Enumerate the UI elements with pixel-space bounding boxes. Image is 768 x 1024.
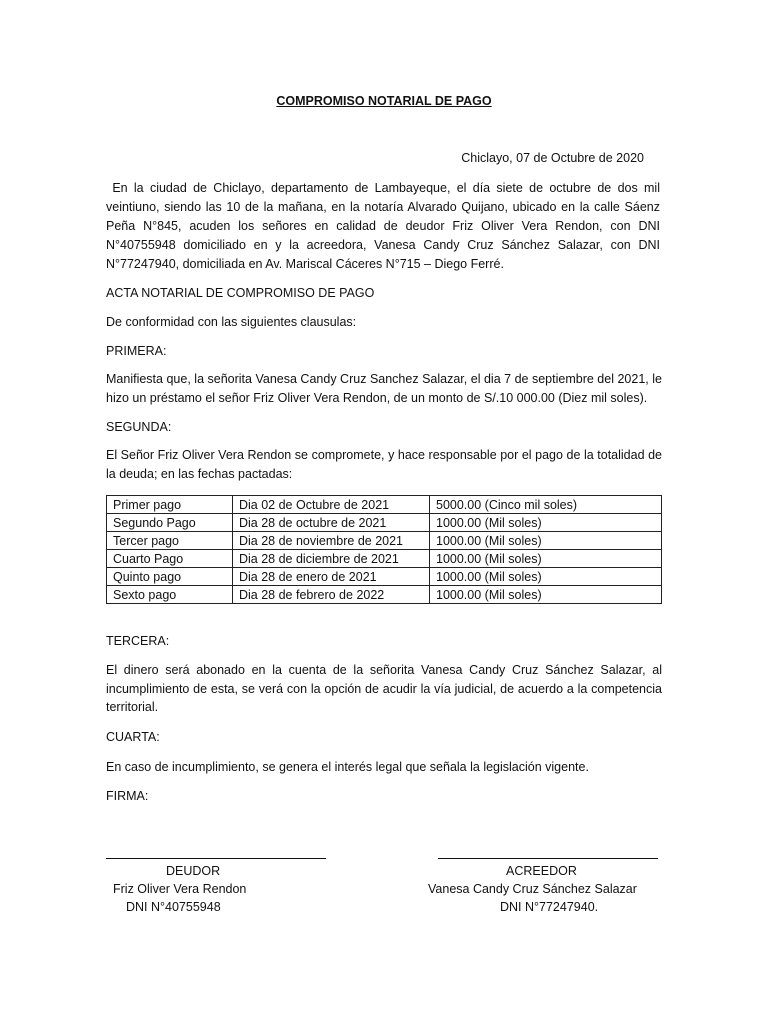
table-row bbox=[107, 514, 662, 532]
deudor-role: DEUDOR bbox=[166, 864, 221, 878]
payment-label: Cuarto Pago bbox=[107, 550, 233, 568]
payment-schedule-table bbox=[106, 495, 662, 604]
document-title: COMPROMISO NOTARIAL DE PAGO bbox=[276, 94, 492, 108]
primera-heading: PRIMERA: bbox=[106, 344, 167, 358]
tercera-text: El dinero será abonado en la cuenta de la señorita Vanesa Candy Cruz Sánchez Salazar, al incumplimiento de esta, se verá con la opción de acudir la vía judicial, de acuerdo a la competencia territorial. bbox=[106, 663, 662, 714]
payment-amount: 1000.00 (Mil soles) bbox=[430, 532, 662, 550]
payment-date: Dia 28 de febrero de 2022 bbox=[233, 586, 430, 604]
segunda-text: El Señor Friz Oliver Vera Rendon se compromete, y hace responsable por el pago de la totalidad de la deuda; en las fechas pactadas: bbox=[106, 448, 662, 481]
payment-amount: 1000.00 (Mil soles) bbox=[430, 586, 662, 604]
acreedor-role: ACREEDOR bbox=[506, 864, 577, 878]
deudor-signature-line bbox=[106, 858, 326, 859]
payment-amount: 1000.00 (Mil soles) bbox=[430, 514, 662, 532]
payment-date: Dia 28 de diciembre de 2021 bbox=[233, 550, 430, 568]
cuarta-heading: CUARTA: bbox=[106, 730, 160, 744]
acta-heading: ACTA NOTARIAL DE COMPROMISO DE PAGO bbox=[106, 286, 375, 300]
table-row bbox=[107, 550, 662, 568]
tercera-heading: TERCERA: bbox=[106, 634, 170, 648]
table-row bbox=[107, 568, 662, 586]
payment-label: Sexto pago bbox=[107, 586, 233, 604]
payment-label: Quinto pago bbox=[107, 568, 233, 586]
acreedor-signature-line bbox=[438, 858, 658, 859]
payment-date: Dia 02 de Octubre de 2021 bbox=[233, 496, 430, 514]
cuarta-text: En caso de incumplimiento, se genera el interés legal que señala la legislación vigente. bbox=[106, 760, 589, 774]
acreedor-dni: DNI N°77247940. bbox=[500, 900, 599, 914]
firma-heading: FIRMA: bbox=[106, 789, 149, 803]
payment-label: Segundo Pago bbox=[107, 514, 233, 532]
table-row bbox=[107, 496, 662, 514]
payment-date: Dia 28 de octubre de 2021 bbox=[233, 514, 430, 532]
payment-label: Tercer pago bbox=[107, 532, 233, 550]
payment-date: Dia 28 de enero de 2021 bbox=[233, 568, 430, 586]
primera-text: Manifiesta que, la señorita Vanesa Candy Cruz Sanchez Salazar, el dia 7 de septiembre del 2021, le hizo un préstamo el señor Friz Oliver Vera Rendon, de un monto de S/.10 000.00 (Diez mil soles). bbox=[106, 372, 662, 405]
deudor-dni: DNI N°40755948 bbox=[126, 900, 221, 914]
conformity-text: De conformidad con las siguientes clausulas: bbox=[106, 315, 357, 329]
table-row bbox=[107, 586, 662, 604]
payment-amount: 1000.00 (Mil soles) bbox=[430, 568, 662, 586]
payment-amount: 1000.00 (Mil soles) bbox=[430, 550, 662, 568]
payment-date: Dia 28 de noviembre de 2021 bbox=[233, 532, 430, 550]
acreedor-name: Vanesa Candy Cruz Sánchez Salazar bbox=[428, 882, 637, 896]
place-date: Chiclayo, 07 de Octubre de 2020 bbox=[461, 151, 644, 165]
table-row bbox=[107, 532, 662, 550]
intro-paragraph: En la ciudad de Chiclayo, departamento de Lambayeque, el día siete de octubre de dos mil veintiuno, siendo las 10 de la mañana, en la notaría Alvarado Quijano, ubicado en la calle Sáenz Peña N°845, acuden los señores en calidad de deudor Friz Oliver Vera Rendon, con DNI N°40755948 domiciliado en y la acreedora, Vanesa Candy Cruz Sánchez Salazar, con DNI N°77247940, domiciliada en Av. Mariscal Cáceres N°715 – Diego Ferré. bbox=[106, 181, 664, 271]
deudor-name: Friz Oliver Vera Rendon bbox=[113, 882, 247, 896]
segunda-heading: SEGUNDA: bbox=[106, 420, 172, 434]
payment-amount: 5000.00 (Cinco mil soles) bbox=[430, 496, 662, 514]
payment-label: Primer pago bbox=[107, 496, 233, 514]
